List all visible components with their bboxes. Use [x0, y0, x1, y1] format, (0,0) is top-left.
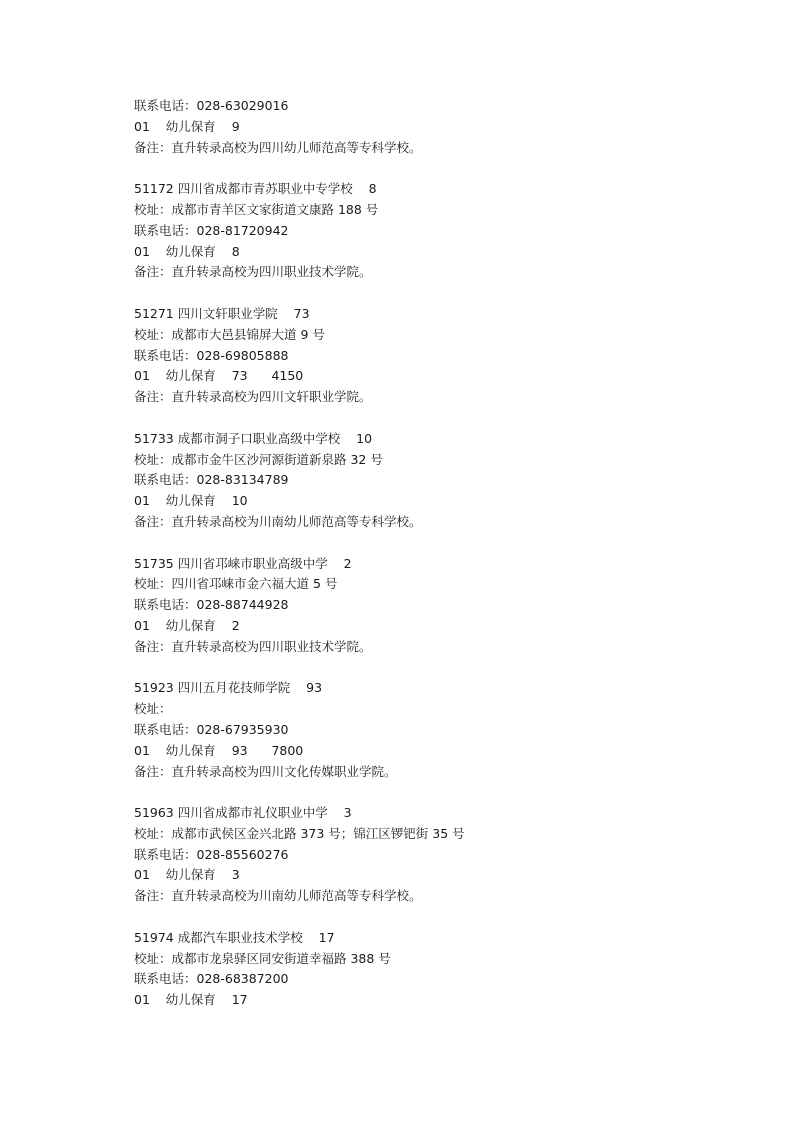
text-line: 联系电话：028-83134789 [134, 472, 289, 488]
text-line: 01 幼儿保育 10 [134, 493, 248, 509]
text-line: 联系电话：028-68387200 [134, 971, 289, 987]
text-line: 01 幼儿保育 8 [134, 243, 240, 259]
text-line: 备注：直升转录高校为四川职业技术学院。 [134, 638, 372, 654]
text-line: 联系电话：028-69805888 [134, 347, 289, 363]
text-line: 备注：直升转录高校为川南幼儿师范高等专科学校。 [134, 888, 422, 904]
text-line: 01 幼儿保育 9 [134, 118, 240, 134]
paragraph-gap [134, 658, 754, 679]
paragraph-gap [134, 533, 754, 554]
paragraph-gap [134, 907, 754, 928]
text-line: 01 幼儿保育 93 7800 [134, 742, 304, 758]
paragraph-gap [134, 782, 754, 803]
text-line: 01 幼儿保育 73 4150 [134, 368, 304, 384]
text-line: 校址：成都市金牛区沙河源街道新泉路 32 号 [134, 451, 383, 467]
text-line: 校址：成都市青羊区文家街道文康路 188 号 [134, 201, 379, 217]
text-line: 校址：成都市武侯区金兴北路 373 号；锦江区锣钯街 35 号 [134, 825, 465, 841]
text-line: 联系电话：028-85560276 [134, 846, 289, 862]
text-line: 联系电话：028-67935930 [134, 721, 289, 737]
text-line: 校址：成都市大邑县锦屏大道 9 号 [134, 326, 325, 342]
paragraph-gap [134, 158, 754, 179]
text-line: 校址：四川省邛崃市金六福大道 5 号 [134, 576, 338, 592]
text-line: 校址： [134, 701, 172, 717]
text-line: 51974 成都汽车职业技术学校 17 [134, 929, 335, 945]
text-line: 51733 成都市洞子口职业高级中学校 10 [134, 430, 373, 446]
text-line: 备注：直升转录高校为川南幼儿师范高等专科学校。 [134, 513, 422, 529]
text-line: 51172 四川省成都市青苏职业中专学校 8 [134, 181, 377, 197]
text-line: 51963 四川省成都市礼仪职业中学 3 [134, 805, 352, 821]
paragraph-gap [134, 408, 754, 429]
text-line: 备注：直升转录高校为四川职业技术学院。 [134, 264, 372, 280]
text-line: 51923 四川五月花技师学院 93 [134, 680, 323, 696]
document-body [134, 96, 754, 1011]
paragraph-gap [134, 283, 754, 304]
text-line: 备注：直升转录高校为四川幼儿师范高等专科学校。 [134, 139, 422, 155]
text-line: 备注：直升转录高校为四川文化传媒职业学院。 [134, 763, 397, 779]
text-line: 联系电话：028-81720942 [134, 222, 289, 238]
text-line: 联系电话：028-88744928 [134, 597, 289, 613]
text-line: 01 幼儿保育 17 [134, 992, 248, 1008]
text-line: 校址：成都市龙泉驿区同安街道幸福路 388 号 [134, 950, 391, 966]
text-line: 联系电话：028-63029016 [134, 98, 289, 113]
text-line: 51271 四川文轩职业学院 73 [134, 305, 310, 321]
text-line: 01 幼儿保育 2 [134, 617, 240, 633]
text-line: 备注：直升转录高校为四川文轩职业学院。 [134, 389, 372, 405]
text-line: 01 幼儿保育 3 [134, 867, 240, 883]
text-line: 51735 四川省邛崃市职业高级中学 2 [134, 555, 352, 571]
